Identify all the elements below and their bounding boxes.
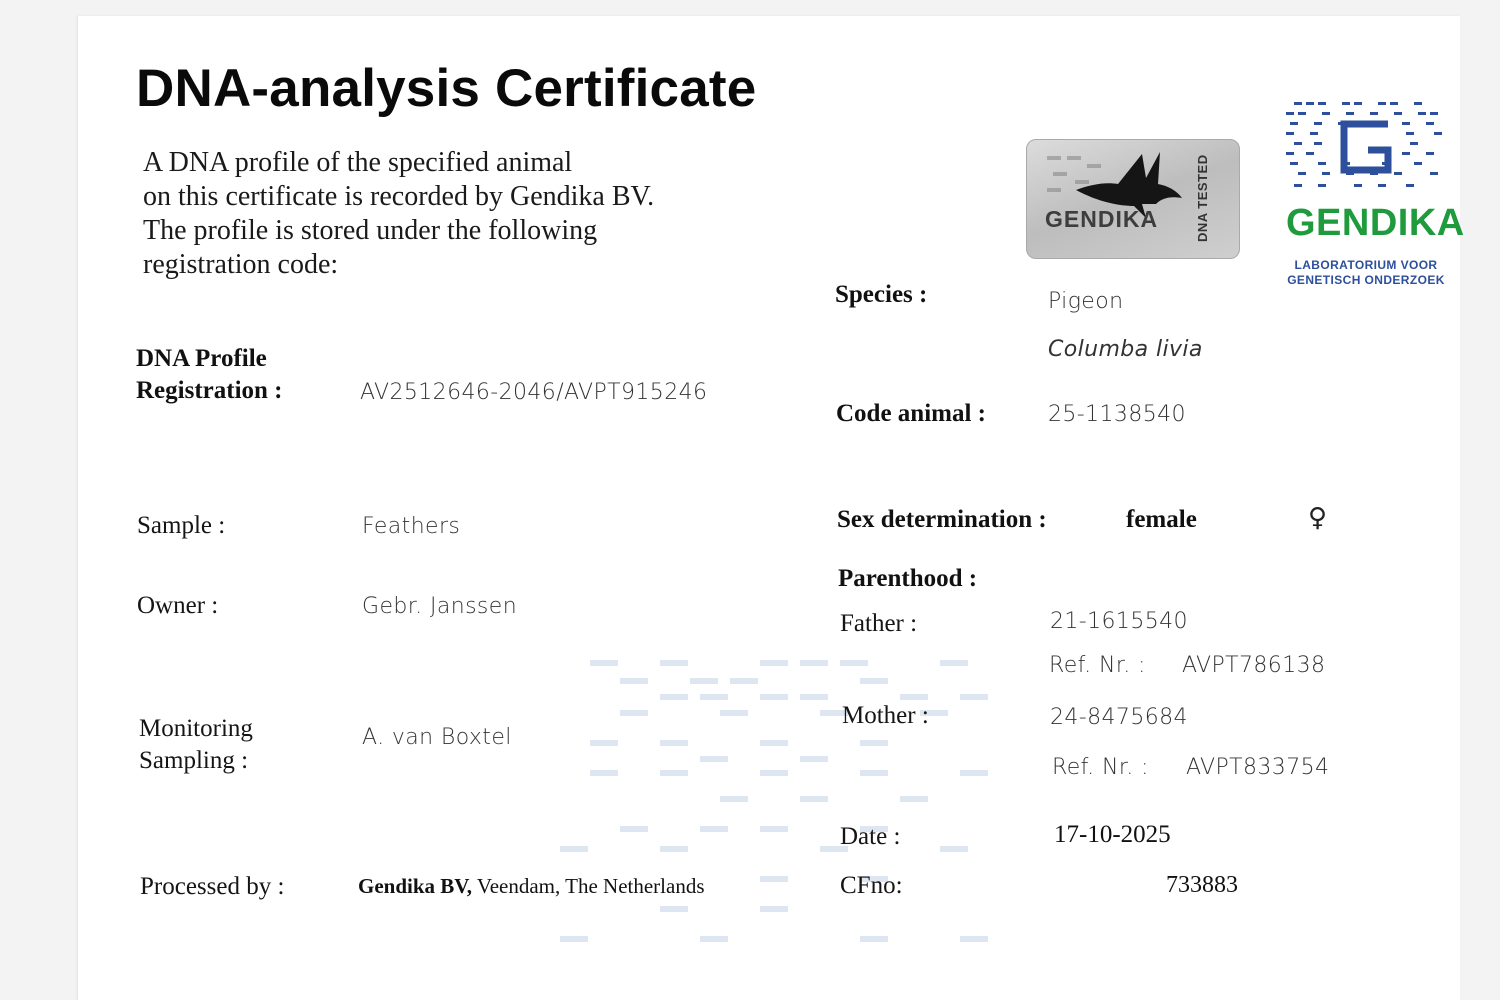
owner-value: Gebr. Janssen	[362, 594, 518, 619]
sex-value: female	[1126, 506, 1197, 533]
father-ref-label: Ref. Nr. :	[1049, 653, 1146, 678]
father-code: 21-1615540	[1050, 609, 1188, 634]
father-label: Father :	[840, 610, 918, 637]
intro-text	[143, 146, 654, 282]
intro-line: A DNA profile of the specified animal	[143, 147, 573, 178]
gendika-logo-text: GENDIKA	[1286, 202, 1465, 244]
dna-tested-seal	[1026, 139, 1240, 259]
species-common: Pigeon	[1048, 289, 1124, 314]
seal-brand: GENDIKA	[1045, 206, 1159, 232]
watermark-pattern	[560, 650, 1060, 950]
intro-line: registration code:	[143, 249, 339, 280]
mother-label: Mother :	[842, 702, 929, 729]
processed-value	[358, 874, 705, 899]
seal-side-text: DNA TESTED	[1195, 154, 1210, 242]
code-animal-label: Code animal :	[836, 400, 986, 427]
intro-line: The profile is stored under the following	[143, 215, 598, 246]
date-label: Date :	[840, 823, 901, 850]
cfno-label: CFno:	[840, 872, 903, 899]
code-animal-value: 25-1138540	[1048, 402, 1186, 427]
date-value: 17-10-2025	[1054, 821, 1171, 848]
cfno-value: 733883	[1166, 872, 1238, 898]
registration-label-2: Registration :	[136, 377, 283, 404]
logo-subtitle-line: GENETISCH ONDERZOEK	[1287, 273, 1445, 287]
gendika-logo-icon	[1284, 98, 1446, 194]
gendika-logo-subtitle	[1286, 258, 1446, 288]
registration-label-1: DNA Profile	[136, 345, 267, 372]
female-symbol-icon: ♀	[1308, 503, 1328, 533]
registration-value: AV2512646-2046/AVPT915246	[360, 380, 708, 405]
monitoring-label-1: Monitoring	[139, 715, 253, 742]
certificate-title: DNA-analysis Certificate	[136, 59, 757, 118]
mother-ref-value: AVPT833754	[1186, 755, 1330, 780]
species-label: Species :	[835, 281, 928, 308]
mother-code: 24-8475684	[1050, 705, 1188, 730]
parenthood-label: Parenthood :	[838, 565, 978, 592]
sample-value: Feathers	[362, 514, 461, 539]
sample-label: Sample :	[137, 512, 226, 539]
owner-label: Owner :	[137, 592, 219, 619]
monitoring-label-2: Sampling :	[139, 747, 249, 774]
sex-label: Sex determination :	[837, 506, 1047, 533]
logo-subtitle-line: LABORATORIUM VOOR	[1294, 258, 1438, 272]
monitoring-value: A. van Boxtel	[362, 725, 512, 750]
processed-company: Gendika BV,	[358, 874, 472, 898]
processed-label: Processed by :	[140, 873, 285, 900]
intro-line: on this certificate is recorded by Gendika BV.	[143, 181, 655, 212]
species-latin: Columba livia	[1048, 337, 1203, 362]
mother-ref-label: Ref. Nr. :	[1052, 755, 1149, 780]
processed-location: Veendam, The Netherlands	[472, 874, 705, 898]
father-ref-value: AVPT786138	[1182, 653, 1326, 678]
